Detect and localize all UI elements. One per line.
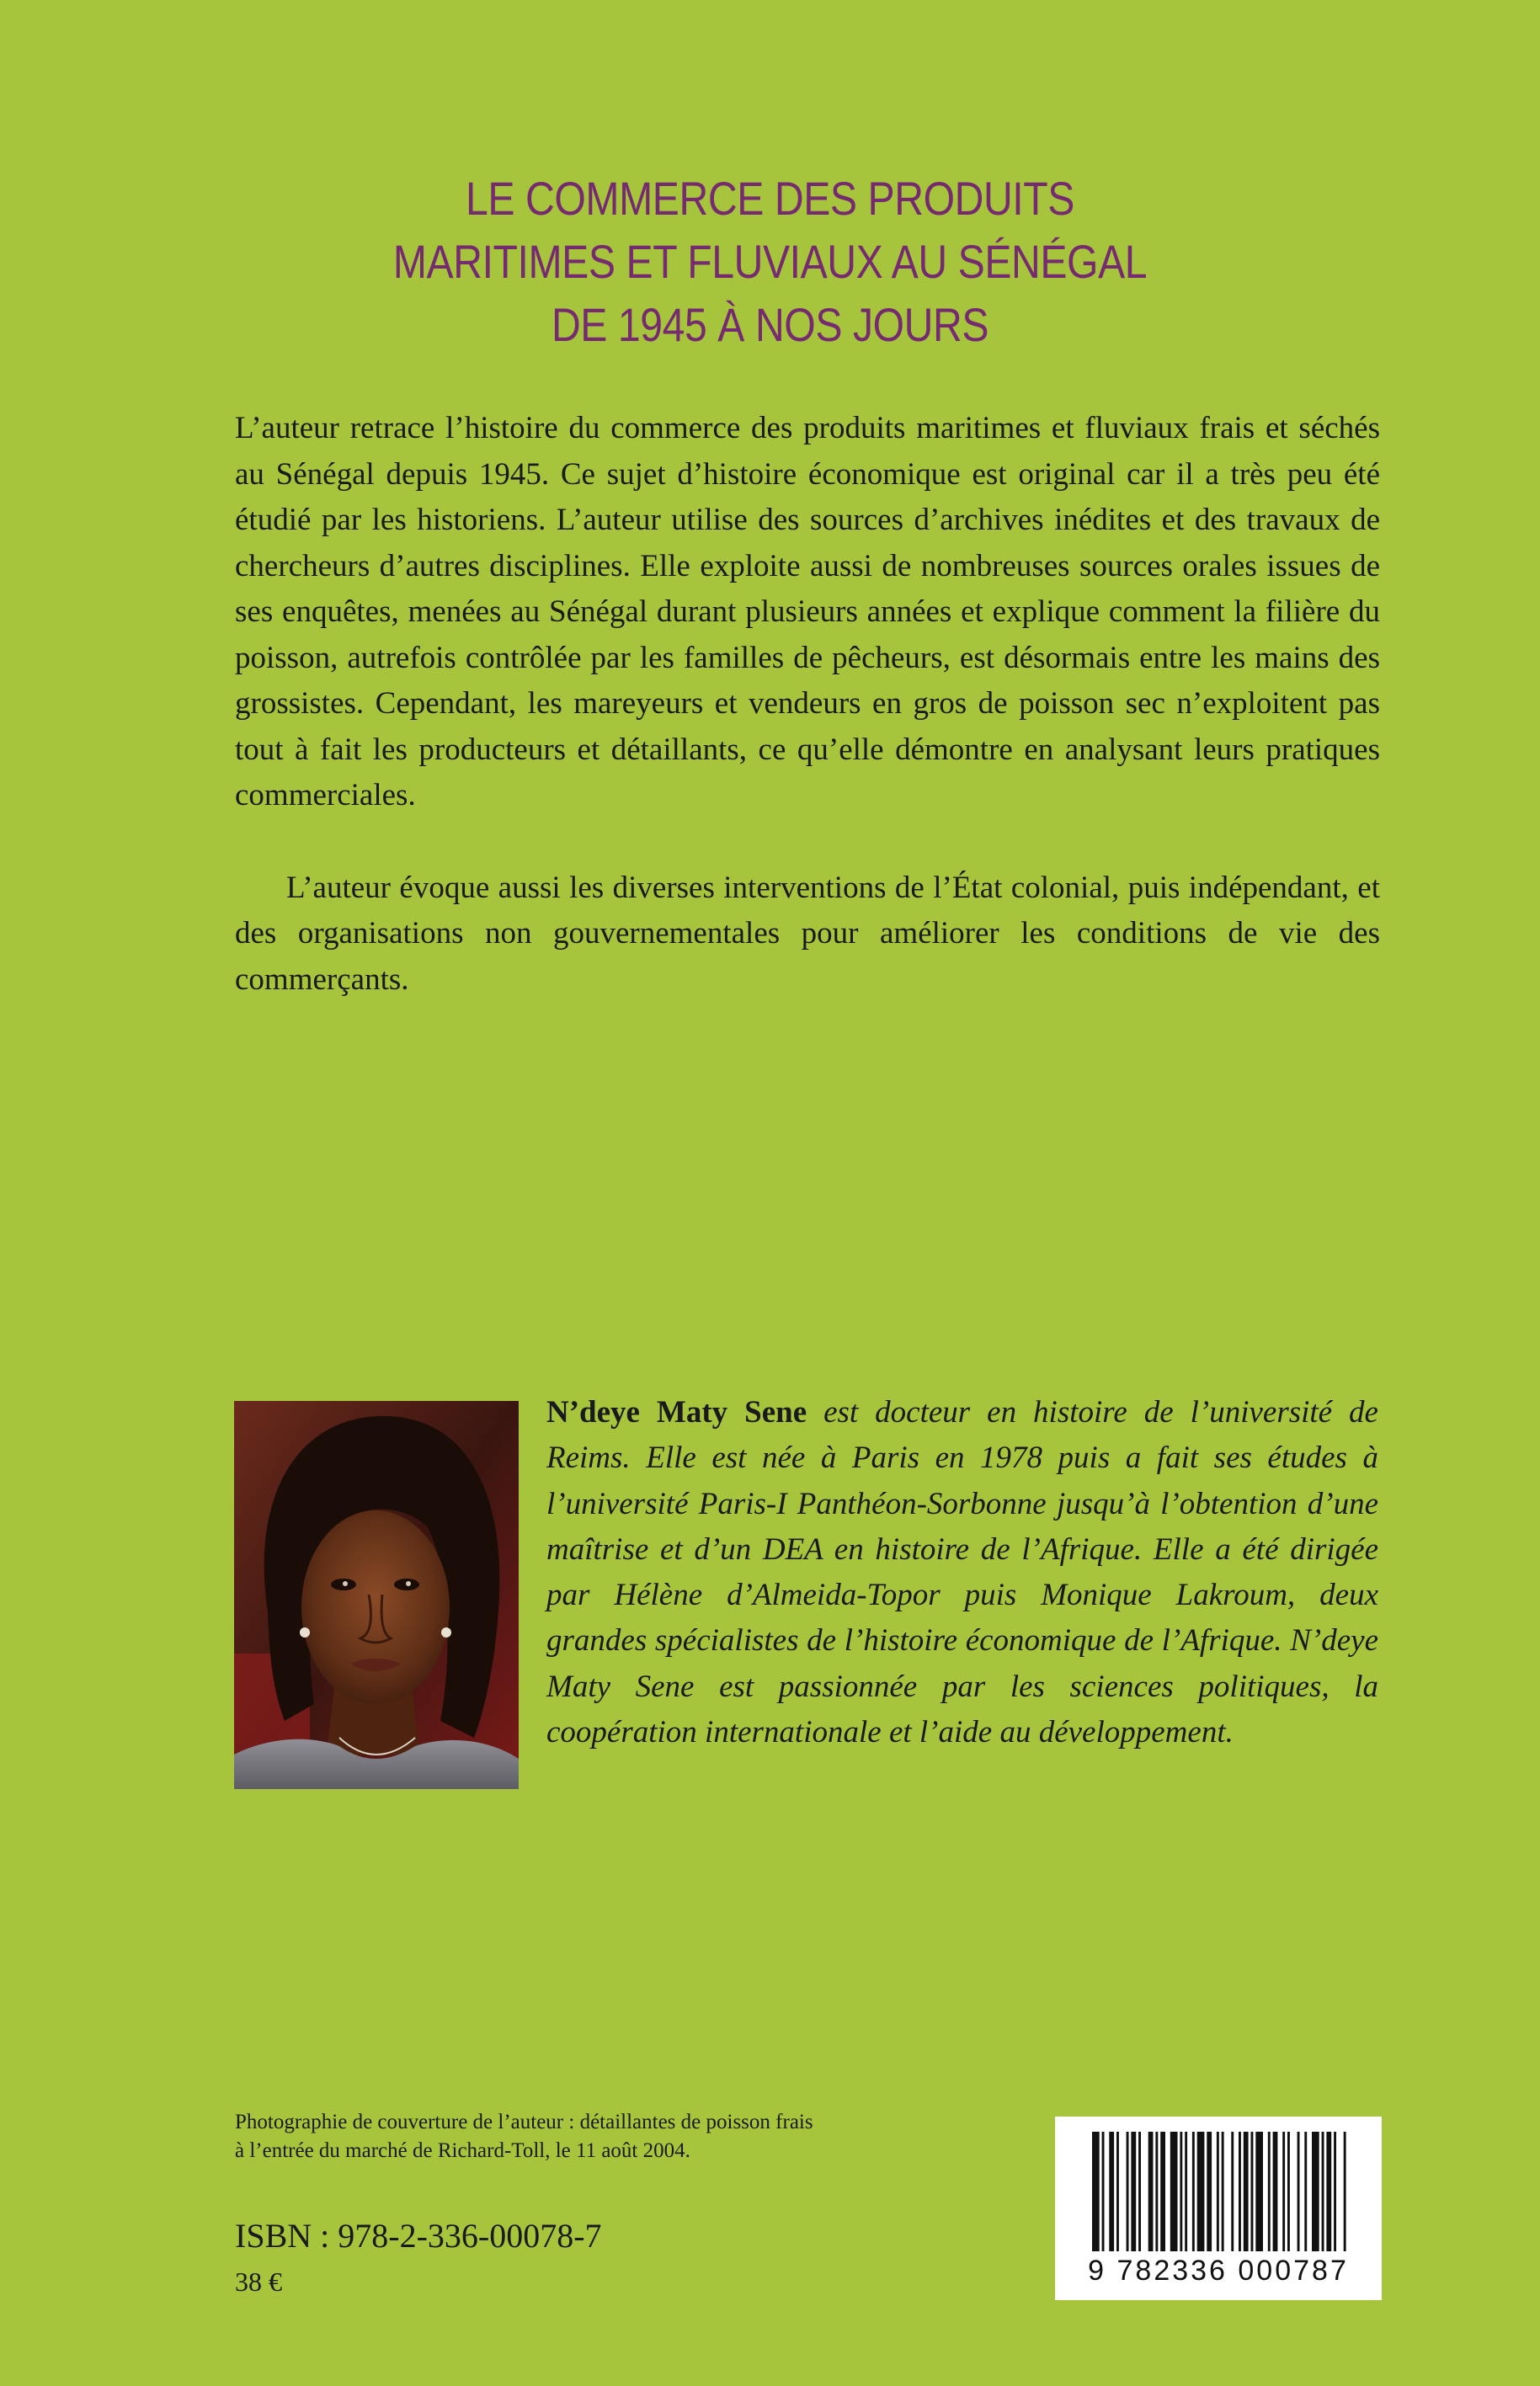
barcode-bar (1312, 2132, 1319, 2251)
isbn-label: ISBN : 978-2-336-00078-7 (235, 2217, 602, 2255)
barcode-bar (1231, 2132, 1234, 2251)
barcode-bar (1239, 2132, 1241, 2251)
title-line-1: LE COMMERCE DES PRODUITS (466, 172, 1074, 225)
barcode-bar (1222, 2132, 1224, 2251)
title-line-2: MARITIMES ET FLUVIAUX AU SÉNÉGAL (392, 235, 1148, 288)
summary-paragraph-1: L’auteur retrace l’histoire du commerce des produits maritimes et fluviaux frais et séchés au Sénégal depuis 1945. Ce sujet d’histoire économique est original car il a très peu été étudié par les historiens. L’auteur utilise des sources d’archives inédites et des travaux de chercheurs d’autres disciplines. Elle exploite aussi de nombreuses sources orales issues de ses enquêtes, menées au Sénégal durant plusieurs années et explique comment la filière du poisson, autrefois contrôlée par les familles de pêcheurs, est désormais entre les mains des grossistes. Cependant, les mareyeurs et vendeurs en gros de poisson sec n’exploitent pas tout à fait les producteurs et détaillants, ce qu’elle démontre en analysant leurs pratiques commerciales. (235, 411, 1380, 812)
barcode (1055, 2117, 1382, 2300)
author-bio-text: est docteur en histoire de l’université de Reims. Elle est née à Paris en 1978 puis a fait ses études à l’université Paris-I Panthéon-Sorbonne jusqu’à l’obtention d’une maîtrise et d’un DEA en histoire de l’Afrique. Elle a été dirigée par Hélène d’Almeida-Topor puis Monique Lakroum, deux grandes spécialistes de l’histoire économique de l’Afrique. N’deye Maty Sene est passionnée par les sciences politiques, la coopération internationale et l’aide au développement. (546, 1395, 1378, 1750)
barcode-bar (1160, 2132, 1165, 2251)
barcode-bar (1268, 2132, 1271, 2251)
barcode-bar (1326, 2132, 1331, 2251)
price-label: 38 € (235, 2266, 282, 2297)
barcode-bar (1207, 2132, 1212, 2251)
barcode-bar (1127, 2132, 1129, 2251)
barcode-bar (1131, 2132, 1136, 2251)
barcode-bar (1344, 2132, 1346, 2251)
barcode-bar (1273, 2132, 1278, 2251)
barcode-bar (1109, 2132, 1114, 2251)
barcode-bar (1192, 2132, 1195, 2251)
barcode-bar (1244, 2132, 1249, 2251)
title-line-3: DE 1945 À NOS JOURS (551, 298, 989, 351)
barcode-bar (1287, 2132, 1290, 2251)
author-photo (234, 1401, 519, 1789)
barcode-bar (1185, 2132, 1187, 2251)
author-bio (546, 1390, 1378, 1755)
book-summary (235, 406, 1380, 1003)
barcode-bar (1217, 2132, 1219, 2251)
barcode-bar (1155, 2132, 1158, 2251)
author-name: N’deye Maty Sene (546, 1395, 807, 1430)
barcode-bar (1102, 2132, 1105, 2251)
barcode-bar (1197, 2132, 1205, 2251)
barcode-bar (1148, 2132, 1154, 2251)
barcode-bar (1282, 2132, 1285, 2251)
photo-credit-line-2: à l’entrée du marché de Richard-Toll, le 11 août 2004. (235, 2139, 690, 2162)
photo-credit-line-1: Photographie de couverture de l’auteur : détaillantes de poisson frais (235, 2111, 813, 2133)
barcode-bar (1092, 2132, 1100, 2251)
barcode-bar (1322, 2132, 1324, 2251)
book-title (108, 167, 1432, 356)
barcode-bar (1251, 2132, 1254, 2251)
barcode-bar (1138, 2132, 1141, 2251)
barcode-bar (1334, 2132, 1336, 2251)
photo-credit (235, 2108, 959, 2165)
summary-paragraph-2: L’auteur évoque aussi les diverses interventions de l’État colonial, puis indépendant, et des organisations non gouvernementales pour améliorer les conditions de vie des commerçants. (235, 870, 1380, 997)
barcode-bar (1304, 2132, 1307, 2251)
barcode-bar (1116, 2132, 1119, 2251)
barcode-bar (1170, 2132, 1178, 2251)
barcode-bar (1180, 2132, 1182, 2251)
barcode-bar (1255, 2132, 1263, 2251)
barcode-bar (1298, 2132, 1300, 2251)
barcode-digits: 9 782336 000787 (1088, 2255, 1349, 2287)
